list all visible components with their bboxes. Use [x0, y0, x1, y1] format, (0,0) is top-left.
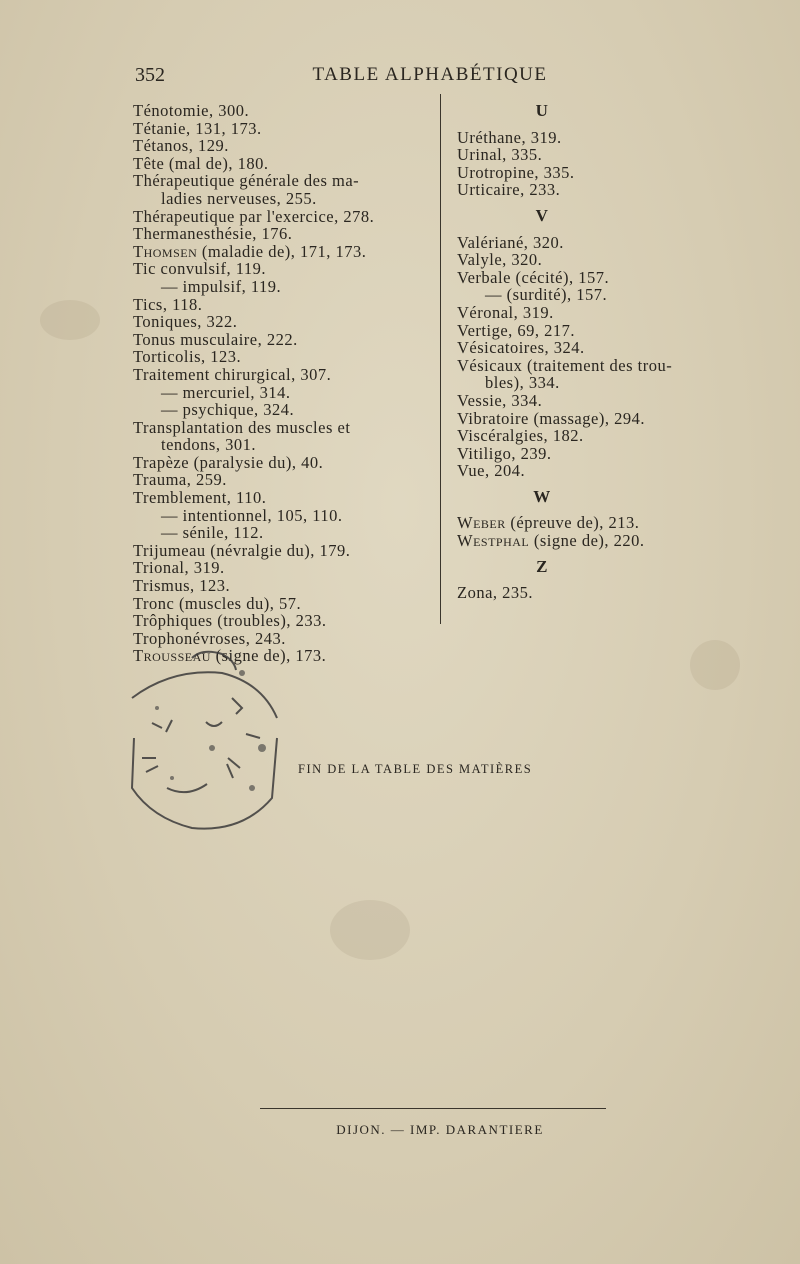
index-entry: Vertige, 69, 217. — [457, 320, 576, 340]
index-entry: Tête (mal de), 180. — [133, 153, 269, 173]
section-letter: U — [535, 101, 549, 120]
index-entry: Trauma, 259. — [133, 470, 227, 490]
index-entry: bles), 334. — [485, 373, 560, 393]
index-entry: Tétanie, 131, 173. — [133, 118, 262, 138]
footer-rule — [260, 1108, 606, 1109]
index-entry: ladies nerveuses, 255. — [161, 188, 317, 208]
index-entry: Vésicaux (traitement des trou- — [457, 355, 673, 375]
index-entry: Vésicatoires, 324. — [457, 338, 585, 358]
running-title: TABLE ALPHABÉTIQUE — [312, 64, 548, 85]
index-entry: Tronc (muscles du), 57. — [133, 593, 302, 613]
index-entry: Uréthane, 319. — [457, 127, 562, 147]
index-entry: — psychique, 324. — [161, 400, 295, 420]
index-entry: Urinal, 335. — [457, 145, 543, 165]
index-entry: Traitement chirurgical, 307. — [133, 364, 332, 384]
end-of-table-note: FIN DE LA TABLE DES MATIÈRES — [298, 762, 533, 776]
index-entry: Trismus, 123. — [133, 576, 231, 596]
index-entry: Trional, 319. — [133, 558, 225, 578]
index-entry: Thomsen (maladie de), 171, 173. — [133, 241, 367, 261]
index-entry: Tremblement, 110. — [133, 488, 267, 508]
section-letter: Z — [536, 556, 548, 576]
index-entry: Trôphiques (troubles), 233. — [133, 611, 327, 631]
index-entry: Vitiligo, 239. — [457, 443, 552, 463]
index-entry: Westphal (signe de), 220. — [457, 531, 645, 551]
index-entry: Trousseau (signe de), 173. — [133, 646, 327, 666]
library-stamp-icon — [112, 628, 302, 848]
index-entry: Trijumeau (névralgie du), 179. — [133, 540, 351, 560]
index-entry: Vibratoire (massage), 294. — [457, 408, 645, 428]
index-entry: Véronal, 319. — [457, 302, 554, 322]
index-entry: Tétanos, 129. — [133, 136, 229, 156]
index-entry: Trapèze (paralysie du), 40. — [133, 452, 324, 472]
index-column-left — [133, 102, 433, 665]
index-entry: Tics, 118. — [133, 294, 203, 314]
index-entry: Thérapeutique générale des ma- — [133, 171, 360, 191]
index-entry: Vue, 204. — [457, 461, 526, 481]
index-entry: Tic convulsif, 119. — [133, 259, 266, 279]
index-entry: Trophonévroses, 243. — [133, 628, 286, 648]
section-letter: W — [533, 486, 551, 506]
index-entry: Tonus musculaire, 222. — [133, 329, 298, 349]
index-entry: — sénile, 112. — [161, 523, 264, 543]
index-entry: Urticaire, 233. — [457, 180, 561, 200]
index-entry: Thermanesthésie, 176. — [133, 224, 293, 244]
index-column-right — [457, 102, 797, 602]
index-entry: — mercuriel, 314. — [161, 382, 291, 402]
index-entry: — impulsif, 119. — [161, 276, 282, 296]
index-entry: Urotropine, 335. — [457, 162, 575, 182]
index-entry: — intentionnel, 105, 110. — [161, 505, 343, 525]
index-entry: Valériané, 320. — [457, 232, 564, 252]
printer-imprint: DIJON. — IMP. DARANTIERE — [336, 1122, 544, 1137]
index-entry: Verbale (cécité), 157. — [457, 267, 610, 287]
index-entry: Valyle, 320. — [457, 250, 543, 270]
index-entry: Ténotomie, 300. — [133, 101, 250, 120]
index-entry: tendons, 301. — [161, 435, 256, 455]
index-entry: Transplantation des muscles et — [133, 417, 351, 437]
column-divider — [440, 94, 441, 624]
index-entry: Vessie, 334. — [457, 390, 543, 410]
index-entry: Zona, 235. — [457, 583, 534, 603]
index-entry: Thérapeutique par l'exercice, 278. — [133, 206, 375, 226]
index-entry: Viscéralgies, 182. — [457, 426, 584, 446]
page-number: 352 — [135, 64, 165, 86]
section-letter: V — [535, 205, 549, 225]
index-entry: Toniques, 322. — [133, 312, 238, 332]
index-entry: Torticolis, 123. — [133, 347, 242, 367]
index-entry: — (surdité), 157. — [485, 285, 608, 305]
index-entry: Weber (épreuve de), 213. — [457, 513, 640, 533]
